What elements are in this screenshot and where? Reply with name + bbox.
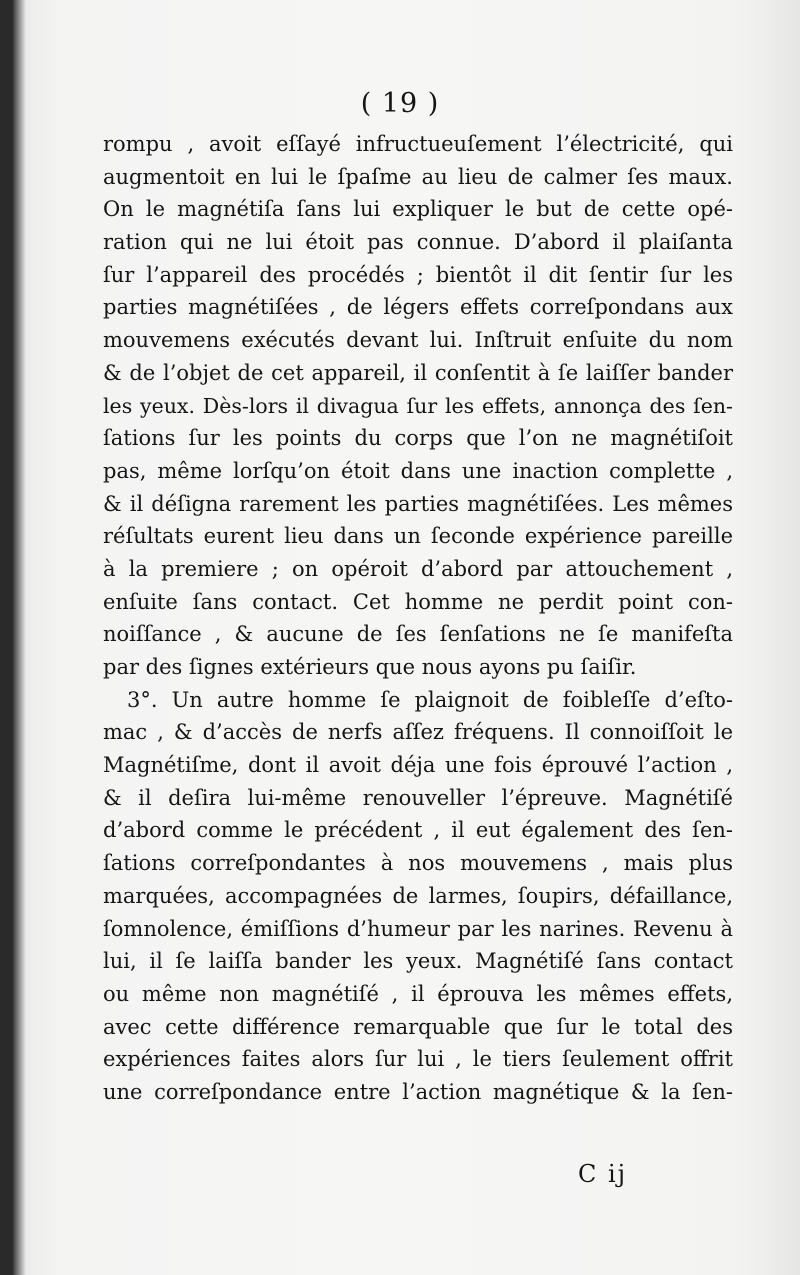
page-binding-shadow [12, 0, 26, 1275]
text-line: marquées, accompagnées de larmes, ſoupirs, défaillance, [103, 883, 733, 908]
text-line: noiſſance , & aucune de ſes ſenſations ne ſe manifeſta [103, 622, 733, 647]
text-line: ſations ſur les points du corps que l’on ne magnétiſoit [103, 426, 733, 451]
text-line: rompu , avoit eſſayé infructueuſement l’électricité, qui [103, 132, 733, 156]
text-line: mouvemens exécutés devant lui. Inſtruit enſuite du nom [103, 328, 733, 353]
text-line: enſuite ſans contact. Cet homme ne perdit point con- [103, 589, 733, 614]
text-line: ſations correſpondantes à nos mouvemens , mais plus [103, 851, 733, 876]
text-line: expériences faites alors ſur lui , le tiers ſeulement offrit [103, 1047, 733, 1072]
text-line: augmentoit en lui le ſpaſme au lieu de calmer ſes maux. [103, 164, 733, 189]
text-line: mac , & d’accès de nerfs aſſez fréquens. Il connoiſſoit le [103, 720, 733, 745]
text-line: ration qui ne lui étoit pas connue. D’abord il plaiſanta [103, 230, 733, 255]
text-line: une correſpondance entre l’action magnétique & la ſen- [103, 1079, 733, 1104]
text-line: par des ſignes extérieurs que nous ayons pu ſaiſir. [103, 655, 637, 679]
text-line: On le magnétiſa ſans lui expliquer le but de cette opé- [103, 197, 733, 222]
text-line: parties magnétiſées , de légers effets correſpondans aux [103, 295, 733, 320]
text-line: d’abord comme le précédent , il eut également des ſen- [103, 818, 733, 843]
text-line: lui, il ſe laiſſa bander les yeux. Magnétiſé ſans contact [103, 949, 733, 974]
text-line: & de l’objet de cet appareil, il conſentit à ſe laiſſer bander [103, 360, 733, 385]
signature-mark: C ij [578, 1160, 628, 1188]
text-line: Magnétiſme, dont il avoit déja une fois éprouvé l’action , [103, 753, 733, 778]
text-line: les yeux. Dès-lors il divagua ſur les effets, annonça des ſen- [103, 393, 733, 418]
text-line: ſur l’appareil des procédés ; bientôt il dit ſentir ſur les [103, 262, 733, 287]
text-line: ou même non magnétiſé , il éprouva les mêmes effets, [103, 981, 733, 1006]
text-line: & il deſira lui-même renouveller l’épreuve. Magnétiſé [103, 785, 733, 810]
page-number: ( 19 ) [360, 88, 440, 119]
text-line: à la premiere ; on opéroit d’abord par attouchement , [103, 556, 733, 581]
text-line: & il déſigna rarement les parties magnétiſées. Les mêmes [103, 491, 733, 516]
text-line: réſultats eurent lieu dans un ſeconde expérience pareille [103, 524, 733, 549]
text-line: avec cette différence remarquable que ſur le total des [103, 1014, 733, 1039]
text-line: pas, même lorſqu’on étoit dans une inaction complette , [103, 458, 733, 483]
text-line: 3°. Un autre homme ſe plaignoit de foibleſſe d’eſto- [127, 687, 733, 712]
text-line: ſomnolence, émiſſions d’humeur par les narines. Revenu à [103, 916, 733, 941]
body-text [103, 128, 733, 1109]
